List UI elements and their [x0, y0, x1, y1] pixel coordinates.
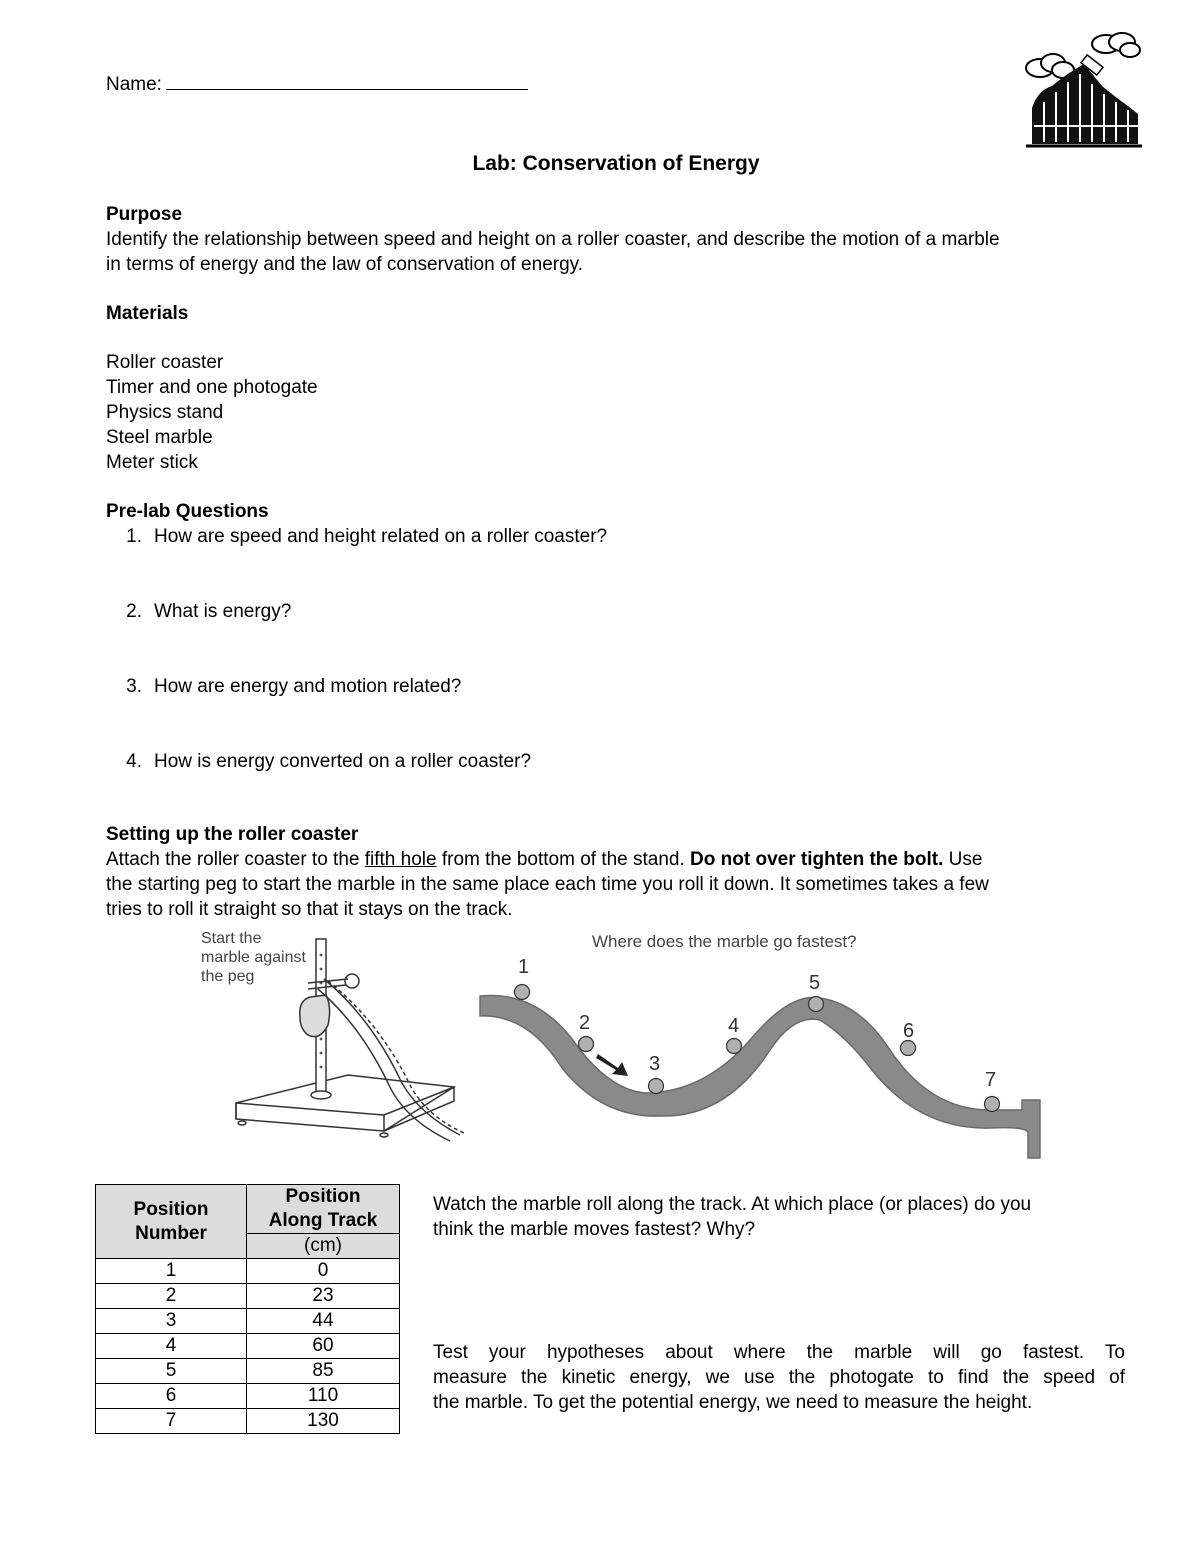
setup-text-line-1 [106, 847, 982, 872]
setup-text-line-3: tries to roll it straight so that it stays on the track. [106, 899, 513, 920]
purpose-text-line-2: in terms of energy and the law of conservation of energy. [106, 254, 584, 275]
prelab-heading: Pre-lab Questions [106, 501, 269, 522]
test-text-line-3: the marble. To get the potential energy, we need to measure the height. [433, 1392, 1033, 1413]
table-row [96, 1284, 400, 1309]
cell-position-number: 5 [96, 1359, 247, 1384]
question-number: 2. [126, 601, 142, 622]
cell-position-cm: 0 [247, 1259, 400, 1284]
header-unit: (cm) [247, 1234, 400, 1259]
track-caption: Where does the marble go fastest? [592, 932, 857, 951]
cell-position-number: 2 [96, 1284, 247, 1309]
test-text-line-1: Test your hypotheses about where the marble will go fastest. To [433, 1342, 1125, 1363]
physics-stand-illustration [228, 935, 464, 1147]
table-row [96, 1359, 400, 1384]
prelab-question-3 [106, 674, 461, 699]
test-text-line-2: measure the kinetic energy, we use the photogate to find the speed of [433, 1367, 1125, 1388]
marker-label-6: 6 [903, 1020, 915, 1042]
warning-bold: Do not over tighten the bolt. [690, 849, 944, 870]
table-row [96, 1384, 400, 1409]
roller-coaster-logo [1018, 30, 1142, 148]
cell-position-cm: 44 [247, 1309, 400, 1334]
question-number: 3. [126, 676, 142, 697]
cell-position-cm: 130 [247, 1409, 400, 1434]
prelab-question-2 [106, 599, 291, 624]
header-line: Number [135, 1222, 207, 1244]
table-row [96, 1309, 400, 1334]
marker-label-4: 4 [728, 1015, 740, 1037]
purpose-text-line-1: Identify the relationship between speed and height on a roller coaster, and describe the motion of a marble [106, 229, 1000, 250]
track-shape [480, 995, 1040, 1158]
watch-text-line-1: Watch the marble roll along the track. At which place (or places) do you [433, 1194, 1032, 1215]
marker-label-7: 7 [985, 1069, 997, 1091]
marble-2 [579, 1037, 594, 1052]
cell-position-number: 7 [96, 1409, 247, 1434]
table-row [96, 1409, 400, 1434]
setup-heading: Setting up the roller coaster [106, 824, 359, 845]
clamp [300, 995, 330, 1037]
header-line: Position [285, 1186, 361, 1207]
cell-position-number: 3 [96, 1309, 247, 1334]
prelab-question-1 [106, 524, 607, 549]
position-table [95, 1184, 400, 1434]
question-number: 4. [126, 751, 142, 772]
purpose-heading: Purpose [106, 204, 183, 225]
header-position-along-track [247, 1185, 400, 1234]
setup-text-line-2: the starting peg to start the marble in the same place each time you roll it down. It sometimes takes a few [106, 874, 989, 895]
table-row [96, 1259, 400, 1284]
marble-4 [727, 1039, 742, 1054]
cell-position-number: 4 [96, 1334, 247, 1359]
name-field [106, 71, 528, 97]
table-row [96, 1334, 400, 1359]
header-line: Position [133, 1198, 209, 1220]
marble-5 [809, 997, 824, 1012]
cell-position-number: 6 [96, 1384, 247, 1409]
bolt-knob [345, 974, 359, 988]
cell-position-number: 1 [96, 1259, 247, 1284]
cell-position-cm: 85 [247, 1359, 400, 1384]
cell-position-cm: 60 [247, 1334, 400, 1359]
materials-heading: Materials [106, 303, 189, 324]
name-blank-line[interactable] [166, 71, 528, 90]
materials-item: Steel marble [106, 427, 213, 448]
marker-label-5: 5 [809, 972, 821, 994]
prelab-question-4 [106, 749, 531, 774]
materials-item: Roller coaster [106, 352, 224, 373]
header-position-number [96, 1185, 247, 1259]
test-text [433, 1340, 1125, 1415]
question-text: How are energy and motion related? [154, 676, 462, 697]
marker-label-2: 2 [579, 1012, 591, 1034]
materials-item: Physics stand [106, 402, 224, 423]
materials-list [106, 350, 318, 475]
setup-text: from the bottom of the stand. [436, 849, 691, 870]
stand-caption-line: marble against [201, 949, 306, 966]
header-line: Along Track [268, 1210, 378, 1231]
cloud-left [1026, 54, 1074, 78]
page-title: Lab: Conservation of Energy [472, 152, 760, 175]
marble-3 [649, 1079, 664, 1094]
setup-text: Use [943, 849, 983, 870]
question-text: How is energy converted on a roller coaster? [154, 751, 532, 772]
materials-item: Meter stick [106, 452, 198, 473]
fifth-hole-underlined: fifth hole [364, 849, 437, 870]
stand-caption-line: the peg [201, 968, 255, 985]
stand-caption-line: Start the [201, 930, 262, 947]
materials-item: Timer and one photogate [106, 377, 318, 398]
cell-position-cm: 110 [247, 1384, 400, 1409]
question-text: What is energy? [154, 601, 292, 622]
marble-1 [515, 985, 530, 1000]
marker-label-3: 3 [649, 1053, 661, 1075]
watch-text-line-2: think the marble moves fastest? Why? [433, 1219, 756, 1240]
question-number: 1. [126, 526, 142, 547]
setup-text: Attach the roller coaster to the [106, 849, 365, 870]
marble-7 [985, 1097, 1000, 1112]
cell-position-cm: 23 [247, 1284, 400, 1309]
marker-label-1: 1 [518, 956, 530, 978]
question-text: How are speed and height related on a roller coaster? [154, 526, 608, 547]
cloud-right [1092, 33, 1140, 57]
track-illustration [470, 950, 1050, 1164]
name-label: Name: [106, 74, 162, 95]
